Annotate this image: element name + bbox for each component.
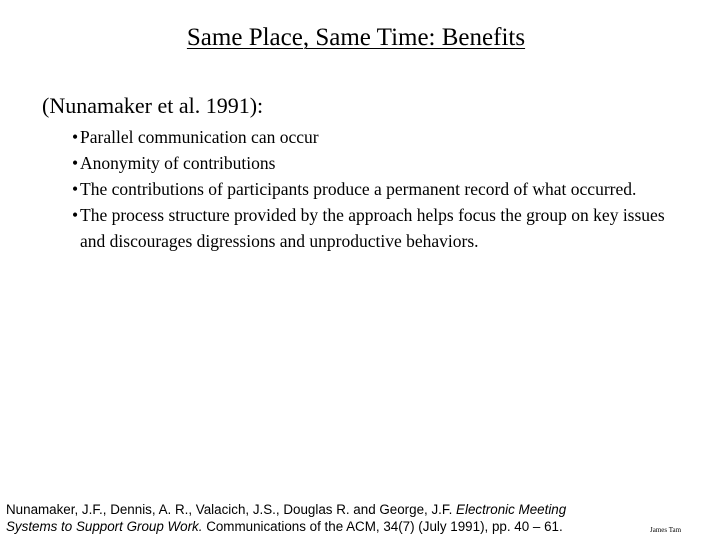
bullet-text: The process structure provided by the approach helps focus the group on key issues and discourages digressions and unproductive behaviors. xyxy=(80,205,665,251)
bullet-dot-icon: • xyxy=(72,127,79,147)
footer-citation xyxy=(6,501,626,535)
benefits-bullet-list xyxy=(72,124,692,254)
bullet-item xyxy=(72,150,692,176)
bullet-text: Anonymity of contributions xyxy=(80,153,276,173)
bullet-dot-icon: • xyxy=(72,179,79,199)
bullet-item xyxy=(72,124,692,150)
citation-title-part-2: Systems to Support Group Work. xyxy=(6,519,203,534)
bullet-dot-icon: • xyxy=(72,205,79,225)
bullet-text: The contributions of participants produce a permanent record of what occurred. xyxy=(80,179,637,199)
bullet-dot-icon: • xyxy=(72,153,79,173)
bullet-text: Parallel communication can occur xyxy=(80,127,319,147)
author-mark: James Tam xyxy=(650,526,682,534)
citation-line-2 xyxy=(6,518,626,535)
source-reference-heading: (Nunamaker et al. 1991): xyxy=(42,93,264,118)
citation-line-1 xyxy=(6,501,626,518)
bullet-item xyxy=(72,176,692,202)
bullet-item xyxy=(72,202,692,254)
citation-publication: Communications of the ACM, 34(7) (July 1991), pp. 40 – 61. xyxy=(202,519,563,534)
slide-title: Same Place, Same Time: Benefits xyxy=(186,24,526,51)
citation-title-part-1: Electronic Meeting xyxy=(456,502,567,517)
citation-authors: Nunamaker, J.F., Dennis, A. R., Valacich, J.S., Douglas R. and George, J.F. xyxy=(6,502,457,517)
